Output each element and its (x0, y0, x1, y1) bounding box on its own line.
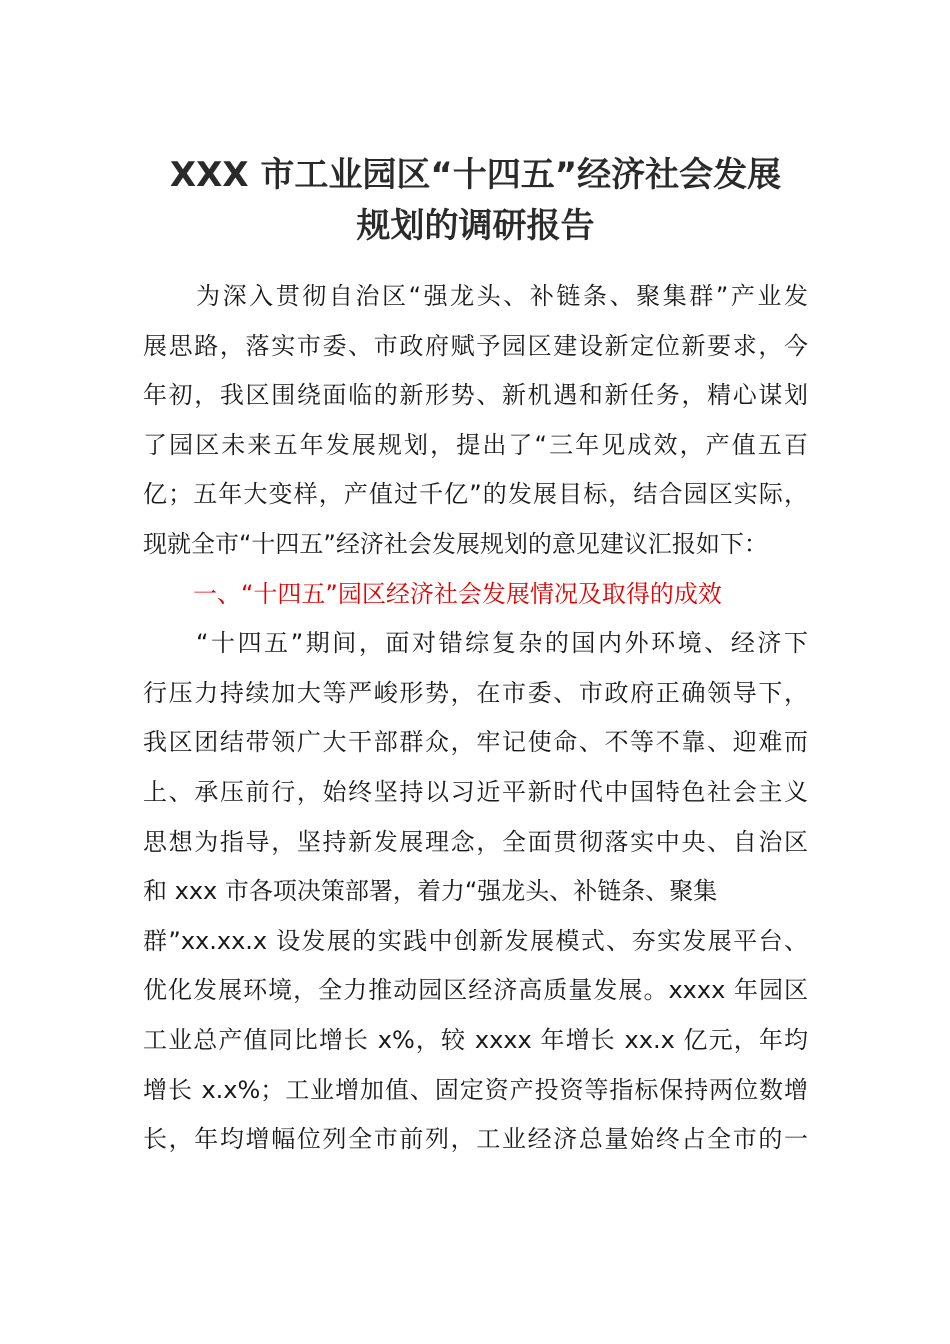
text-line: 群”xx.xx.x 设发展的实践中创新发展模式、夯实发展平台、 (143, 926, 808, 955)
text-line: 我区团结带领广大干部群众，牢记使命、不等不靠、迎难而 (143, 728, 808, 757)
section-heading-1: 一、“十四五”园区经济社会发展情况及取得的成效 (193, 579, 722, 608)
text-line: 思想为指导，坚持新发展理念，全面贯彻落实中央、自治区 (143, 827, 808, 856)
text-line: 长，年均增幅位列全市前列，工业经济总量始终占全市的一 (143, 1125, 808, 1154)
title-line-2: 规划的调研报告 (356, 206, 595, 246)
text-line: 行压力持续加大等严峻形势，在市委、市政府正确领导下， (143, 678, 808, 707)
text-line: 年初，我区围绕面临的新形势、新机遇和新任务，精心谋划 (143, 381, 808, 410)
text-line: 亿；五年大变样，产值过千亿”的发展目标，结合园区实际， (143, 480, 808, 509)
text-line: 上、承压前行，始终坚持以习近平新时代中国特色社会主义 (143, 777, 808, 806)
text-line: 现就全市“十四五”经济社会发展规划的意见建议汇报如下： (143, 529, 768, 558)
text-line: 工业总产值同比增长 x%，较 xxxx 年增长 xx.x 亿元，年均 (143, 1025, 808, 1054)
text-line: “十四五”期间，面对错综复杂的国内外环境、经济下 (196, 629, 808, 658)
text-line: 和 xxx 市各项决策部署，着力“强龙头、补链条、聚集 (143, 877, 718, 906)
title-line-1: XXX 市工业园区“十四五”经济社会发展 (169, 155, 782, 195)
text-line: 为深入贯彻自治区“强龙头、补链条、聚集群”产业发 (196, 282, 808, 310)
text-line: 了园区未来五年发展规划，提出了“三年见成效，产值五百 (143, 430, 808, 459)
document-body (143, 272, 808, 1165)
text-line: 增长 x.x%；工业增加值、固定资产投资等指标保持两位数增 (143, 1075, 808, 1104)
document-title (143, 150, 808, 252)
text-line: 优化发展环境，全力推动园区经济高质量发展。xxxx 年园区 (143, 976, 808, 1005)
paragraph-achievements (143, 619, 808, 1165)
paragraph-intro (143, 272, 808, 570)
document-page (143, 150, 808, 1165)
text-line: 展思路，落实市委、市政府赋予园区建设新定位新要求，今 (143, 331, 808, 360)
